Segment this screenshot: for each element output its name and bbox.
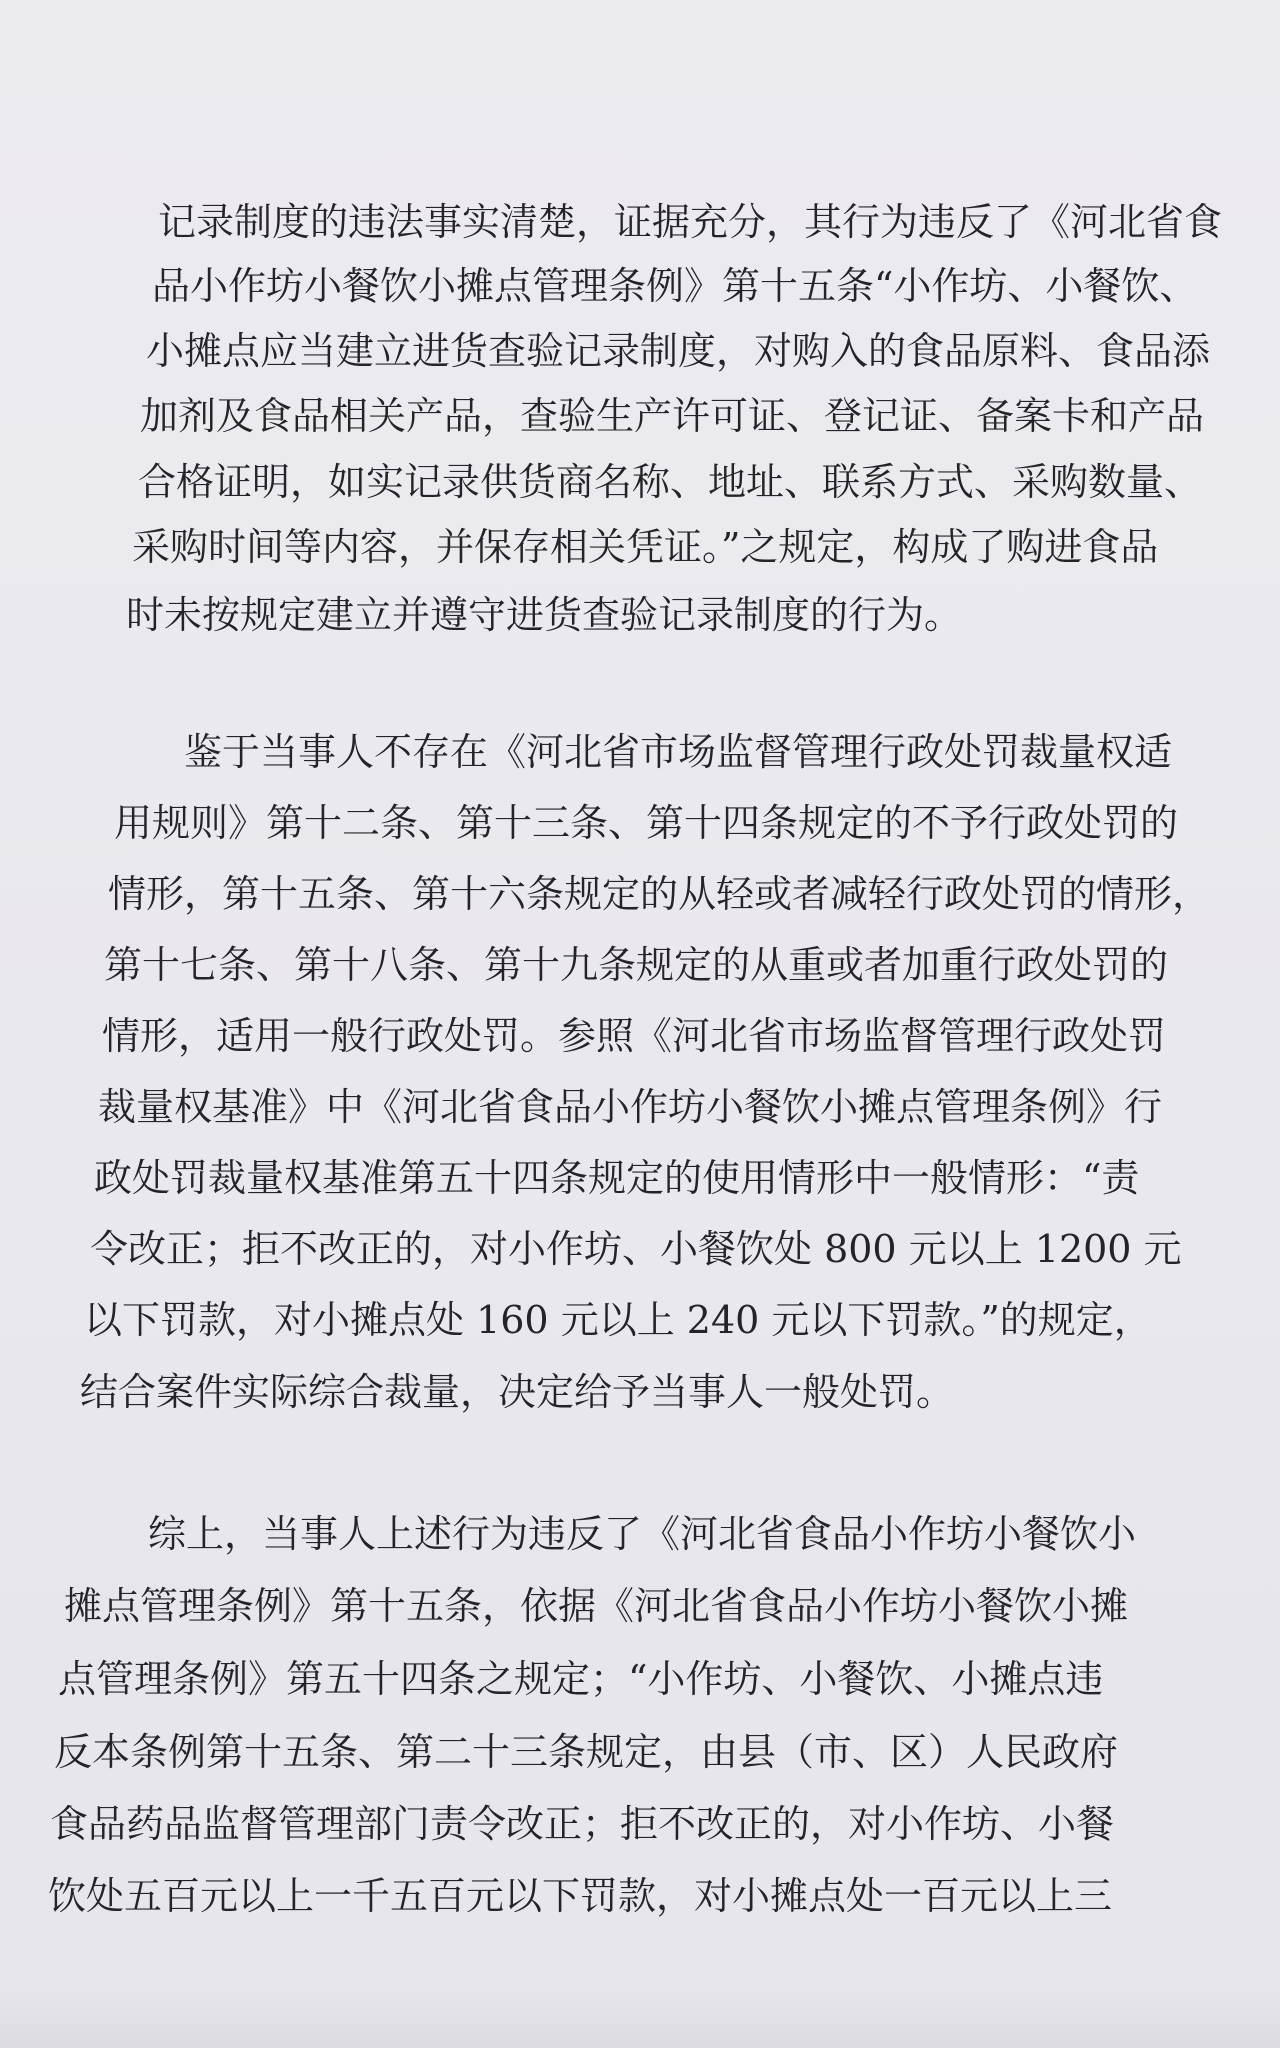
paragraph-line: 裁量权基准》中《河北省食品小作坊小餐饮小摊点管理条例》行 bbox=[98, 1085, 1163, 1129]
paragraph-line: 情形，适用一般行政处罚。参照《河北省市场监督管理行政处罚 bbox=[102, 1014, 1167, 1058]
paragraph-line: 摊点管理条例》第十五条，依据《河北省食品小作坊小餐饮小摊 bbox=[64, 1584, 1129, 1628]
paragraph-line: 记录制度的违法事实清楚，证据充分，其行为违反了《河北省食 bbox=[158, 200, 1223, 244]
paragraph-line: 用规则》第十二条、第十三条、第十四条规定的不予行政处罚的 bbox=[114, 801, 1179, 845]
paragraph-line: 政处罚裁量权基准第五十四条规定的使用情形中一般情形：“责 bbox=[94, 1156, 1140, 1200]
paragraph-line: 反本条例第十五条、第二十三条规定，由县（市、区）人民政府 bbox=[54, 1730, 1119, 1774]
page-shadow bbox=[0, 1988, 1280, 2048]
paragraph-line: 合格证明，如实记录供货商名称、地址、联系方式、采购数量、 bbox=[138, 460, 1203, 504]
paragraph-line: 饮处五百元以上一千五百元以下罚款，对小摊点处一百元以上三 bbox=[48, 1874, 1113, 1918]
paragraph-line: 结合案件实际综合裁量，决定给予当事人一般处罚。 bbox=[80, 1370, 955, 1414]
paragraph-line: 综上，当事人上述行为违反了《河北省食品小作坊小餐饮小 bbox=[148, 1512, 1137, 1556]
paragraph-line: 第十七条、第十八条、第十九条规定的从重或者加重行政处罚的 bbox=[104, 943, 1169, 987]
paragraph-line: 品小作坊小餐饮小摊点管理条例》第十五条“小作坊、小餐饮、 bbox=[152, 264, 1198, 308]
paragraph-line: 点管理条例》第五十四条之规定；“小作坊、小餐饮、小摊点违 bbox=[58, 1657, 1104, 1701]
paragraph-line: 采购时间等内容，并保存相关凭证。”之规定，构成了购进食品 bbox=[132, 525, 1159, 569]
paragraph-line: 情形，第十五条、第十六条规定的从轻或者减轻行政处罚的情形， bbox=[108, 872, 1211, 916]
paragraph-line: 加剂及食品相关产品，查验生产许可证、登记证、备案卡和产品 bbox=[140, 394, 1205, 438]
paragraph-line: 令改正；拒不改正的，对小作坊、小餐饮处 800 元以上 1200 元 bbox=[90, 1227, 1182, 1271]
paragraph-line: 食品药品监督管理部门责令改正；拒不改正的，对小作坊、小餐 bbox=[50, 1802, 1115, 1846]
paragraph-line: 鉴于当事人不存在《河北省市场监督管理行政处罚裁量权适 bbox=[184, 730, 1173, 774]
paragraph-line: 以下罚款，对小摊点处 160 元以上 240 元以下罚款。”的规定， bbox=[84, 1298, 1152, 1342]
paragraph-line: 时未按规定建立并遵守进货查验记录制度的行为。 bbox=[126, 593, 963, 637]
paragraph-line: 小摊点应当建立进货查验记录制度，对购入的食品原料、食品添 bbox=[146, 329, 1211, 373]
